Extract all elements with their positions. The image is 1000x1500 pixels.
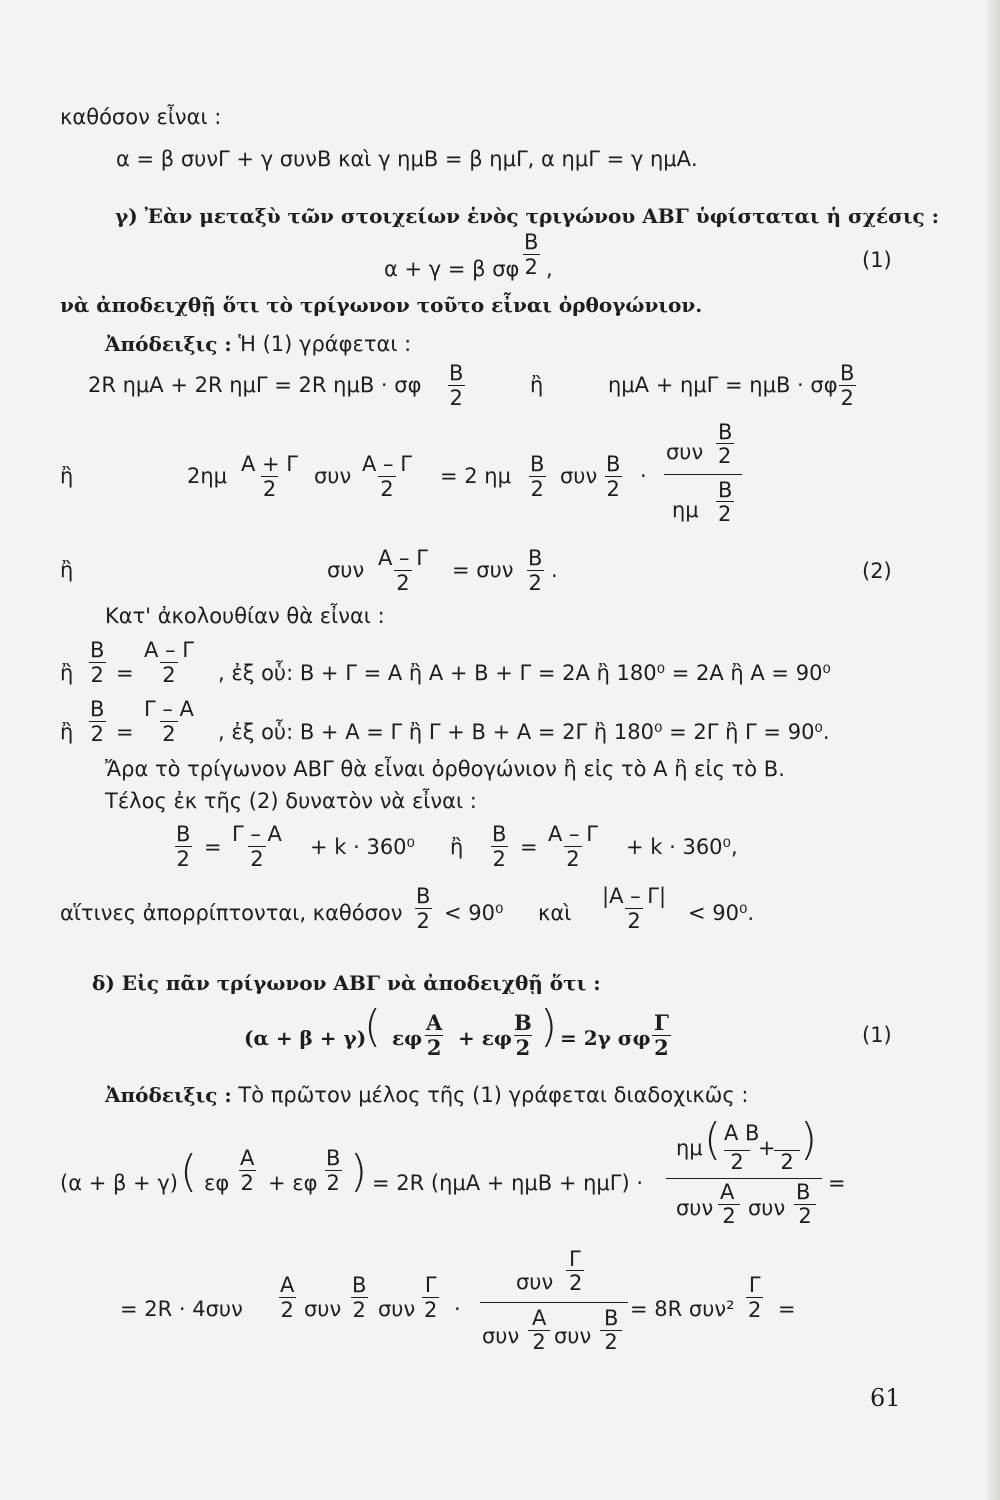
fraction-denominator: 2 xyxy=(176,847,190,871)
fraction-denominator: 2 xyxy=(162,663,176,687)
cos-word: συν xyxy=(378,1297,416,1321)
fraction-A-minus-G-over-2 xyxy=(142,638,196,687)
proof-intro-text: Ἡ (1) γράφεται : xyxy=(231,332,412,356)
equals: = xyxy=(116,661,134,685)
fraction-numerator: Α – Γ xyxy=(378,546,428,570)
fraction-numerator: Α xyxy=(240,1146,255,1170)
product-cosines: = 2R · 4συν xyxy=(120,1297,243,1321)
proof-label: Ἀπόδειξις : xyxy=(105,1083,232,1107)
fraction-numerator: Γ xyxy=(748,1273,761,1297)
equation-2R-form: 2R ημΑ + 2R ημΓ = 2R ημΒ · σφ xyxy=(88,373,422,397)
fraction-A-minus-G-over-2 xyxy=(546,822,600,871)
text-line-intro: καθόσον εἶναι : xyxy=(60,105,222,129)
sine-sum-rhs: = 2R (ημΑ + ημΒ + ημΓ) · xyxy=(372,1171,644,1195)
proof-intro-text: Τὸ πρῶτον μέλος τῆς (1) γράφεται διαδοχικῶς : xyxy=(231,1083,749,1107)
cos-word: συν xyxy=(666,440,704,464)
fraction-denominator: 2 xyxy=(240,1171,254,1195)
fraction-A-over-2 xyxy=(238,1146,256,1195)
fraction-A-over-2 xyxy=(424,1011,444,1060)
right-paren: ) xyxy=(800,1114,818,1165)
fraction-G-minus-A-over-2 xyxy=(230,822,284,871)
plus-tan: + εφ xyxy=(268,1171,318,1195)
fraction-denominator: 2 xyxy=(426,1035,442,1060)
fraction-numerator: Α xyxy=(280,1273,295,1297)
fraction-G-minus-A-over-2 xyxy=(142,697,196,746)
fraction-denominator: 2 xyxy=(718,1204,740,1227)
fraction-denominator: 2 xyxy=(380,477,394,501)
left-paren: ( xyxy=(704,1114,722,1165)
cosine-quotient xyxy=(480,1240,628,1370)
cotangent-fraction xyxy=(664,418,744,538)
fraction-numerator: Α xyxy=(426,1010,443,1035)
fraction-denominator: 2 xyxy=(654,1035,669,1060)
fraction-B-over-2 xyxy=(838,361,856,410)
fraction-G-over-2 xyxy=(746,1273,763,1322)
fraction-numerator: Β xyxy=(796,1180,811,1204)
inequality: < 90⁰. xyxy=(688,901,755,925)
conclusion-line: Ἄρα τὸ τρίγωνον ΑΒΓ θὰ εἶναι ὀρθογώνιον ἢ εἰς τὸ Α ἢ εἰς τὸ Β. xyxy=(105,757,785,781)
fraction-denominator: 2 xyxy=(569,1271,583,1295)
period: . xyxy=(551,558,558,582)
fraction-numerator: Β xyxy=(326,1146,341,1170)
period-term: + k · 360⁰, xyxy=(626,835,738,859)
equals: = xyxy=(828,1171,846,1195)
fraction-B-over-2 xyxy=(447,361,465,410)
fraction-denominator: 2 xyxy=(326,1171,340,1195)
numerator-angles: Α Β xyxy=(724,1121,760,1145)
fraction-denominator: 2 xyxy=(794,1204,816,1227)
fraction-denominator: 2 xyxy=(718,502,732,526)
fraction-numerator: Β xyxy=(604,1306,619,1330)
fraction-denominator: 2 xyxy=(840,386,854,410)
fraction-numerator: Β xyxy=(840,361,855,385)
fraction-numerator: Β xyxy=(90,697,105,721)
right-paren: ) xyxy=(350,1146,368,1197)
or-word: ἢ xyxy=(530,373,544,397)
fraction-numerator: Γ – Α xyxy=(144,697,194,721)
problem-delta-heading: δ) Εἰς πᾶν τρίγωνον ΑΒΓ νὰ ἀποδειχθῇ ὅτι : xyxy=(92,971,601,995)
fraction-numerator: Β xyxy=(352,1273,367,1297)
fraction-denominator: 2 xyxy=(530,477,544,501)
comma: , xyxy=(546,257,553,281)
fraction-B-over-2 xyxy=(526,546,544,595)
fraction-denominator: 2 xyxy=(627,909,641,933)
fraction-numerator: Γ xyxy=(654,1010,669,1035)
cos-word: συν xyxy=(560,464,598,488)
period-term: + k · 360⁰ xyxy=(310,835,415,859)
proof-intro-line xyxy=(105,1082,748,1108)
or-word: ἢ xyxy=(450,835,464,859)
fraction-B-over-2 xyxy=(414,884,432,933)
fraction-numerator: Γ xyxy=(424,1273,437,1297)
and-word: καὶ xyxy=(538,901,572,925)
case-G-right-angle: , ἐξ οὗ: Β + Α = Γ ἢ Γ + Β + Α = 2Γ ἢ 180⁰ = 2Γ ἢ Γ = 90⁰. xyxy=(218,720,830,744)
cos-word: συν xyxy=(748,1196,786,1220)
equation-relations: α = β συνΓ + γ συνΒ καὶ γ ημΒ = β ημΓ, α ημΓ = γ ημΑ. xyxy=(116,147,698,171)
problem-gamma-claim: νὰ ἀποδειχθῇ ὅτι τὸ τρίγωνον τοῦτο εἶναι ὀρθογώνιον. xyxy=(60,293,703,317)
fraction-denominator: 2 xyxy=(600,1330,622,1353)
fraction-numerator: Β xyxy=(718,478,733,502)
fraction-denominator: 2 xyxy=(524,255,538,279)
fraction-denominator: 2 xyxy=(606,477,620,501)
fraction-numerator: Α xyxy=(532,1306,547,1330)
equation-number-2: (2) xyxy=(862,559,892,583)
sine-word: ημ xyxy=(672,498,699,522)
fraction-denominator: 2 xyxy=(396,571,410,595)
fraction-B-over-2 xyxy=(88,697,106,746)
fraction-denominator: 2 xyxy=(262,477,277,501)
plus-sign: + xyxy=(758,1136,776,1160)
fraction-numerator: Γ – Α xyxy=(232,822,282,846)
proof-intro-line xyxy=(105,331,411,357)
fraction-denominator: 2 xyxy=(774,1150,800,1173)
fraction-A-minus-G-over-2 xyxy=(376,546,430,595)
equation-number-1: (1) xyxy=(862,248,892,272)
fraction-denominator: 2 xyxy=(416,909,430,933)
fraction-numerator: Α + Γ xyxy=(241,452,299,476)
fraction-G-over-2 xyxy=(422,1273,439,1322)
identity-rhs: = 2γ σφ xyxy=(560,1026,651,1050)
fraction-G-over-2 xyxy=(652,1011,671,1060)
left-paren: ( xyxy=(180,1146,198,1197)
cos-word: συν xyxy=(304,1297,342,1321)
fraction-numerator: Β xyxy=(90,638,105,662)
cos-equality: = συν xyxy=(452,558,514,582)
dot-operator: · xyxy=(454,1297,461,1321)
fraction-denominator: 2 xyxy=(90,722,104,746)
fraction-abs-A-minus-G-over-2 xyxy=(600,884,668,933)
plus-tan: + εφ xyxy=(458,1026,512,1050)
cos-word: συν xyxy=(327,558,365,582)
fraction-numerator: Β xyxy=(718,420,733,444)
inequality: < 90⁰ xyxy=(444,901,504,925)
fraction-denominator: 2 xyxy=(515,1035,531,1060)
fraction-denominator: 2 xyxy=(724,1150,750,1173)
fraction-B-over-2 xyxy=(604,452,622,501)
fraction-B-over-2 xyxy=(350,1273,368,1322)
fraction-denominator: 2 xyxy=(718,444,732,468)
case-A-right-angle: , ἐξ οὗ: Β + Γ = Α ἢ Α + Β + Γ = 2Α ἢ 180⁰ = 2Α ἢ Α = 90⁰ xyxy=(218,661,831,685)
fraction-denominator: 2 xyxy=(566,847,580,871)
fraction-denominator: 2 xyxy=(352,1298,366,1322)
fraction-A-over-2 xyxy=(278,1273,296,1322)
fraction-denominator: 2 xyxy=(424,1298,438,1322)
cos-word: συν xyxy=(516,1270,554,1294)
left-paren: ( xyxy=(364,1001,382,1052)
page-spine-shadow xyxy=(986,0,1000,1500)
fraction-A-minus-G-over-2 xyxy=(360,452,414,501)
equals: = xyxy=(778,1297,796,1321)
or-word: ἢ xyxy=(60,464,74,488)
sum-to-product-lhs: 2ημ xyxy=(187,464,228,488)
fraction-denominator: 2 xyxy=(280,1298,294,1322)
fraction-B-over-2 xyxy=(528,452,546,501)
fraction-denominator: 2 xyxy=(492,847,506,871)
fraction-A-plus-G-over-2 xyxy=(239,452,300,501)
fraction-numerator: |Α – Γ| xyxy=(602,884,667,908)
fraction-numerator: Γ xyxy=(566,1248,584,1271)
tan-word: εφ xyxy=(204,1171,230,1195)
or-word: ἢ xyxy=(60,661,74,685)
perimeter-factor: (α + β + γ) xyxy=(60,1171,178,1195)
equation-1-lhs: α + γ = β σφ xyxy=(384,257,520,281)
or-word: ἢ xyxy=(60,558,74,582)
fraction-B-over-2 xyxy=(512,1011,534,1060)
cos-word: συν xyxy=(676,1196,714,1220)
fraction-numerator: Β xyxy=(530,452,545,476)
cos-word: συν xyxy=(314,464,352,488)
equals: = xyxy=(520,835,538,859)
fraction-B-over-2 xyxy=(88,638,106,687)
dot-operator: · xyxy=(640,464,647,488)
product-rhs: = 2 ημ xyxy=(440,464,511,488)
fraction-numerator: Α – Γ xyxy=(362,452,412,476)
finally-line: Τέλος ἐκ τῆς (2) δυνατὸν νὰ εἶναι : xyxy=(105,789,477,813)
right-paren: ) xyxy=(540,1001,558,1052)
or-word: ἢ xyxy=(60,720,74,744)
problem-gamma-heading: γ) Ἐὰν μεταξὺ τῶν στοιχείων ἑνὸς τριγώνου ΑΒΓ ὑφίσταται ἡ σχέσις : xyxy=(115,204,940,228)
fraction-denominator: 2 xyxy=(528,1330,550,1353)
fraction-B-over-2 xyxy=(174,822,192,871)
half-angle-quotient xyxy=(666,1116,822,1244)
rejected-line: αἵτινες ἀπορρίπτονται, καθόσον xyxy=(60,901,403,925)
proof-label: Ἀπόδειξις : xyxy=(105,332,232,356)
fraction-denominator: 2 xyxy=(162,722,176,746)
fraction-denominator: 2 xyxy=(748,1298,762,1322)
equals: = xyxy=(204,835,222,859)
fraction-numerator: Β xyxy=(176,822,191,846)
fraction-denominator: 2 xyxy=(449,386,463,410)
fraction-numerator: Β xyxy=(416,884,431,908)
page-number: 61 xyxy=(870,1384,901,1412)
fraction-numerator: Β xyxy=(528,546,543,570)
fraction-B-over-2 xyxy=(324,1146,342,1195)
fraction-numerator: Β xyxy=(606,452,621,476)
tan-word: εφ xyxy=(392,1026,423,1050)
fraction-numerator: Β xyxy=(514,1010,532,1035)
fraction-B-over-2 xyxy=(490,822,508,871)
fraction-numerator: Β xyxy=(492,822,507,846)
cos-word: συν xyxy=(482,1324,520,1348)
sine-word: ημ xyxy=(676,1136,703,1160)
equals: = xyxy=(116,720,134,744)
equation-number-1: (1) xyxy=(862,1023,892,1047)
fraction-denominator: 2 xyxy=(90,663,104,687)
fraction-numerator: Α xyxy=(720,1180,735,1204)
result-8R: = 8R συν² xyxy=(630,1297,735,1321)
fraction-numerator: Β xyxy=(449,361,464,385)
cos-word: συν xyxy=(554,1324,592,1348)
fraction-B-over-2 xyxy=(522,230,540,279)
perimeter-factor: (α + β + γ) xyxy=(244,1026,367,1050)
consequently-line: Κατ' ἀκολουθίαν θὰ εἶναι : xyxy=(105,604,385,628)
fraction-denominator: 2 xyxy=(528,571,542,595)
fraction-numerator: Α – Γ xyxy=(548,822,598,846)
fraction-numerator: Α – Γ xyxy=(144,638,194,662)
fraction-numerator: Β xyxy=(524,230,539,254)
fraction-denominator: 2 xyxy=(250,847,264,871)
equation-sine-form: ημΑ + ημΓ = ημΒ · σφ xyxy=(608,373,838,397)
